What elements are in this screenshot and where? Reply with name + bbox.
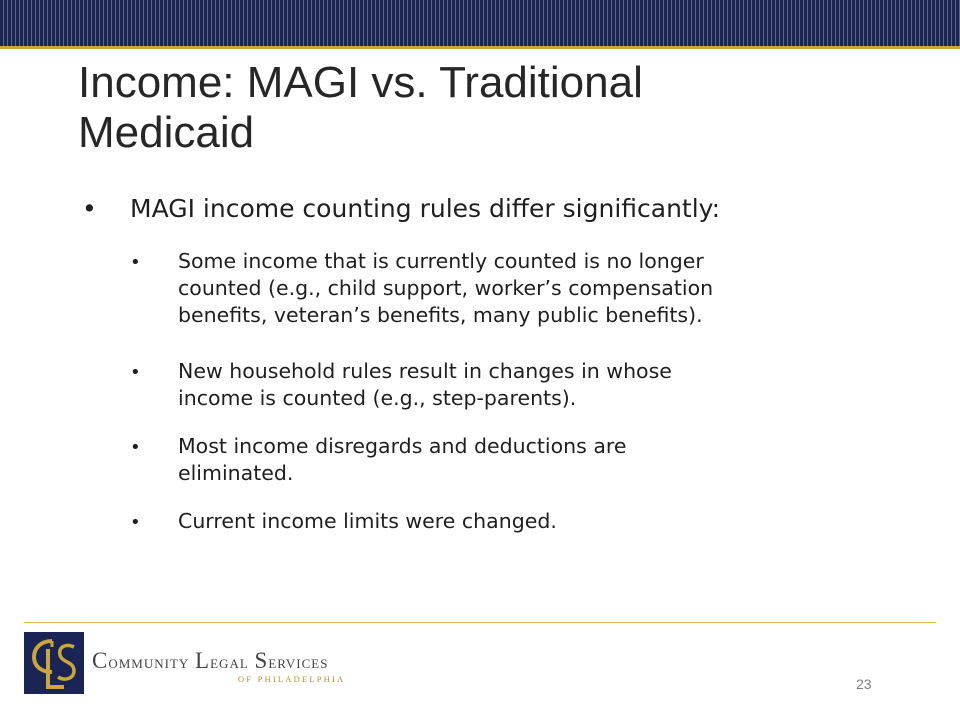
- slide-title-line-1: Income: MAGI vs. Traditional: [78, 58, 643, 107]
- sub-bullet-line: eliminated.: [178, 461, 294, 485]
- footer-gold-rule: [24, 622, 936, 623]
- sub-bullet-1: [130, 248, 870, 327]
- bullet-dot-icon: •: [82, 194, 97, 223]
- sub-bullet-line: benefits, veteran’s benefits, many public benefits).: [178, 303, 703, 327]
- slide-title-line-2: Medicaid: [78, 108, 255, 157]
- sub-bullet-line: Some income that is currently counted is no longer: [178, 249, 704, 273]
- sub-bullet-3: [130, 433, 870, 485]
- bullet-dot-icon: •: [130, 437, 141, 458]
- sub-bullet-text: [178, 248, 878, 329]
- sub-bullet-line: Most income disregards and deductions are: [178, 434, 627, 458]
- sub-bullet-2: [130, 358, 870, 410]
- logo-organization-subtitle: OF PHILADELPHIA: [238, 674, 346, 684]
- sub-bullet-line: New household rules result in changes in whose: [178, 359, 672, 383]
- logo-organization-name: Community Legal Services: [92, 648, 329, 673]
- header-gold-rule: [0, 46, 960, 49]
- slide-title: [78, 58, 898, 158]
- sub-bullet-line: income is counted (e.g., step-parents).: [178, 386, 577, 410]
- bullet-dot-icon: •: [130, 252, 141, 273]
- cls-logo: [24, 632, 364, 696]
- cls-monogram-icon: [30, 635, 80, 693]
- bullet-dot-icon: •: [130, 512, 141, 533]
- sub-bullet-4: [130, 508, 870, 536]
- sub-bullet-text: [178, 358, 878, 412]
- page-number: 23: [856, 676, 872, 692]
- sub-bullet-text: [178, 433, 878, 487]
- logo-monogram-box: [24, 632, 84, 694]
- main-bullet-text: MAGI income counting rules differ significantly:: [130, 194, 721, 223]
- sub-bullet-line: Current income limits were changed.: [178, 509, 557, 533]
- header-band: [0, 0, 960, 46]
- sub-bullet-text: [178, 508, 878, 535]
- sub-bullet-line: counted (e.g., child support, worker’s compensation: [178, 276, 714, 300]
- bullet-dot-icon: •: [130, 362, 141, 383]
